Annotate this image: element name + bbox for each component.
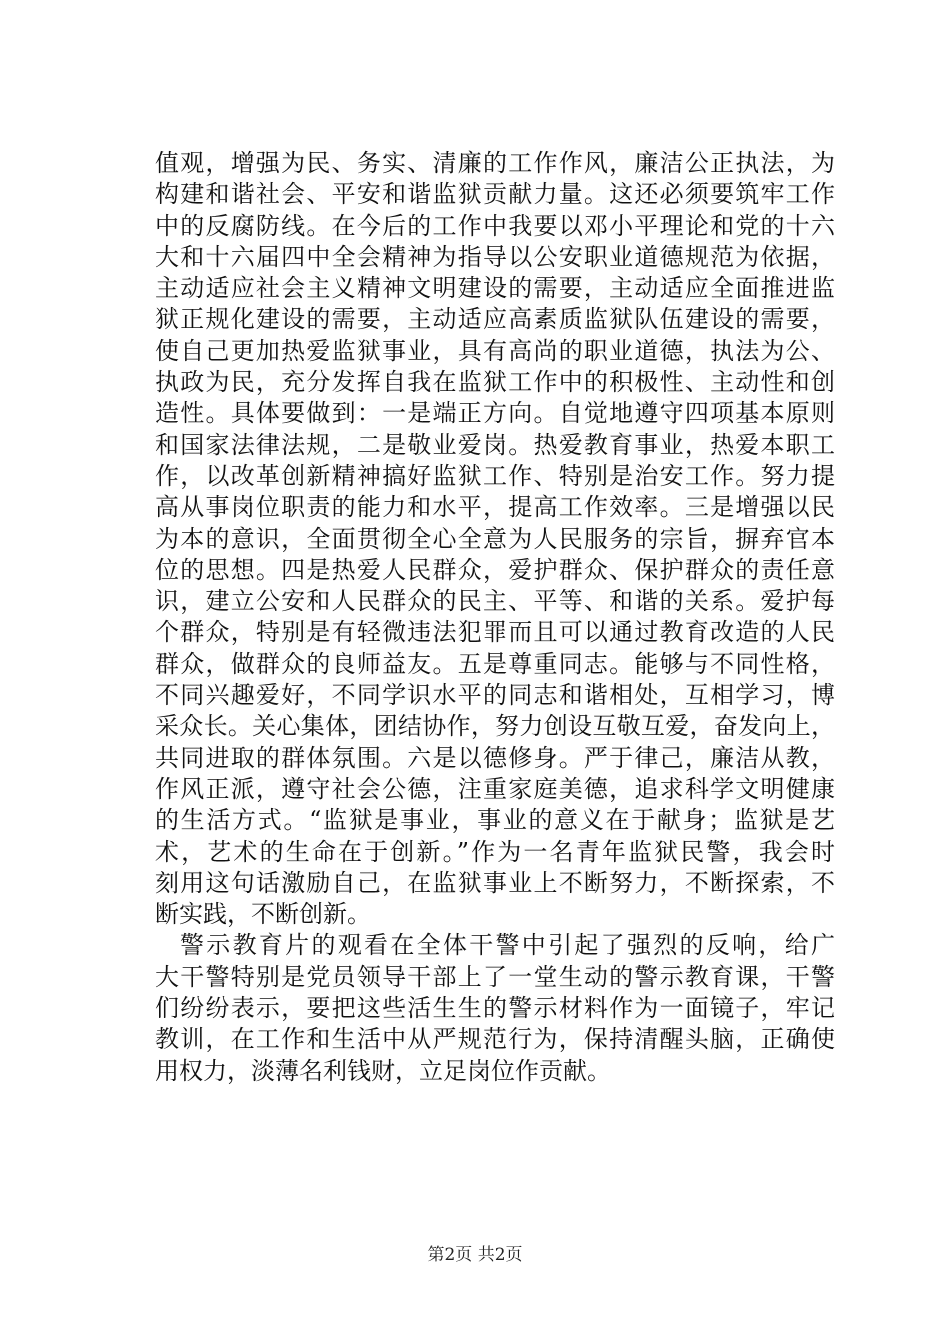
text-line: 作，以改革创新精神搞好监狱工作、特别是治安工作。努力提 [155,461,835,490]
text-line: 群众，做群众的良师益友。五是尊重同志。能够与不同性格， [155,649,835,678]
text-line: 个群众，特别是有轻微违法犯罪而且可以通过教育改造的人民 [155,618,835,647]
paragraph-1 [155,148,835,930]
text-line: 大干警特别是党员领导干部上了一堂生动的警示教育课，干警 [155,962,835,991]
text-line: 作风正派，遵守社会公德，注重家庭美德，追求科学文明健康 [155,774,835,803]
document-body [155,148,835,1087]
text-line: 中的反腐防线。在今后的工作中我要以邓小平理论和党的十六 [155,211,835,240]
text-line: 们纷纷表示，要把这些活生生的警示材料作为一面镜子，牢记 [155,994,835,1023]
text-line: 警示教育片的观看在全体干警中引起了强烈的反响，给广 [180,931,835,960]
text-line: 构建和谐社会、平安和谐监狱贡献力量。这还必须要筑牢工作 [155,180,835,209]
page-number-footer: 第2页 共2页 [427,1245,523,1265]
text-line: 术，艺术的生命在于创新。”作为一名青年监狱民警，我会时 [155,837,835,866]
text-line: 教训，在工作和生活中从严规范行为，保持清醒头脑，正确使 [155,1025,835,1054]
text-line: 识，建立公安和人民群众的民主、平等、和谐的关系。爱护每 [155,587,835,616]
text-line: 不同兴趣爱好，不同学识水平的同志和谐相处，互相学习，博 [155,681,835,710]
text-line: 共同进取的群体氛围。六是以德修身。严于律己，廉洁从教， [155,743,835,772]
text-line: 主动适应社会主义精神文明建设的需要，主动适应全面推进监 [155,274,835,303]
text-line: 为本的意识，全面贯彻全心全意为人民服务的宗旨，摒弃官本 [155,524,835,553]
text-line: 断实践，不断创新。 [155,900,371,929]
text-line: 用权力，淡薄名利钱财，立足岗位作贡献。 [155,1056,611,1085]
text-line: 位的思想。四是热爱人民群众，爱护群众、保护群众的责任意 [155,555,835,584]
text-line: 造性。具体要做到：一是端正方向。自觉地遵守四项基本原则 [155,399,835,428]
text-line: 值观，增强为民、务实、清廉的工作作风，廉洁公正执法，为 [155,149,835,177]
text-line: 大和十六届四中全会精神为指导以公安职业道德规范为依据， [155,242,835,271]
text-line: 和国家法律法规，二是敬业爱岗。热爱教育事业，热爱本职工 [155,430,835,459]
paragraph-2 [155,930,835,1086]
text-line: 采众长。关心集体，团结协作，努力创设互敬互爱，奋发向上， [155,712,835,741]
text-line: 执政为民，充分发挥自我在监狱工作中的积极性、主动性和创 [155,368,835,397]
text-line: 狱正规化建设的需要，主动适应高素质监狱队伍建设的需要， [155,305,835,334]
text-line: 高从事岗位职责的能力和水平，提高工作效率。三是增强以民 [155,493,835,522]
text-line: 的生活方式。“监狱是事业，事业的意义在于献身；监狱是艺 [155,806,835,835]
text-line: 刻用这句话激励自己，在监狱事业上不断努力，不断探索，不 [155,868,835,897]
text-line: 使自己更加热爱监狱事业，具有高尚的职业道德，执法为公、 [155,336,835,365]
